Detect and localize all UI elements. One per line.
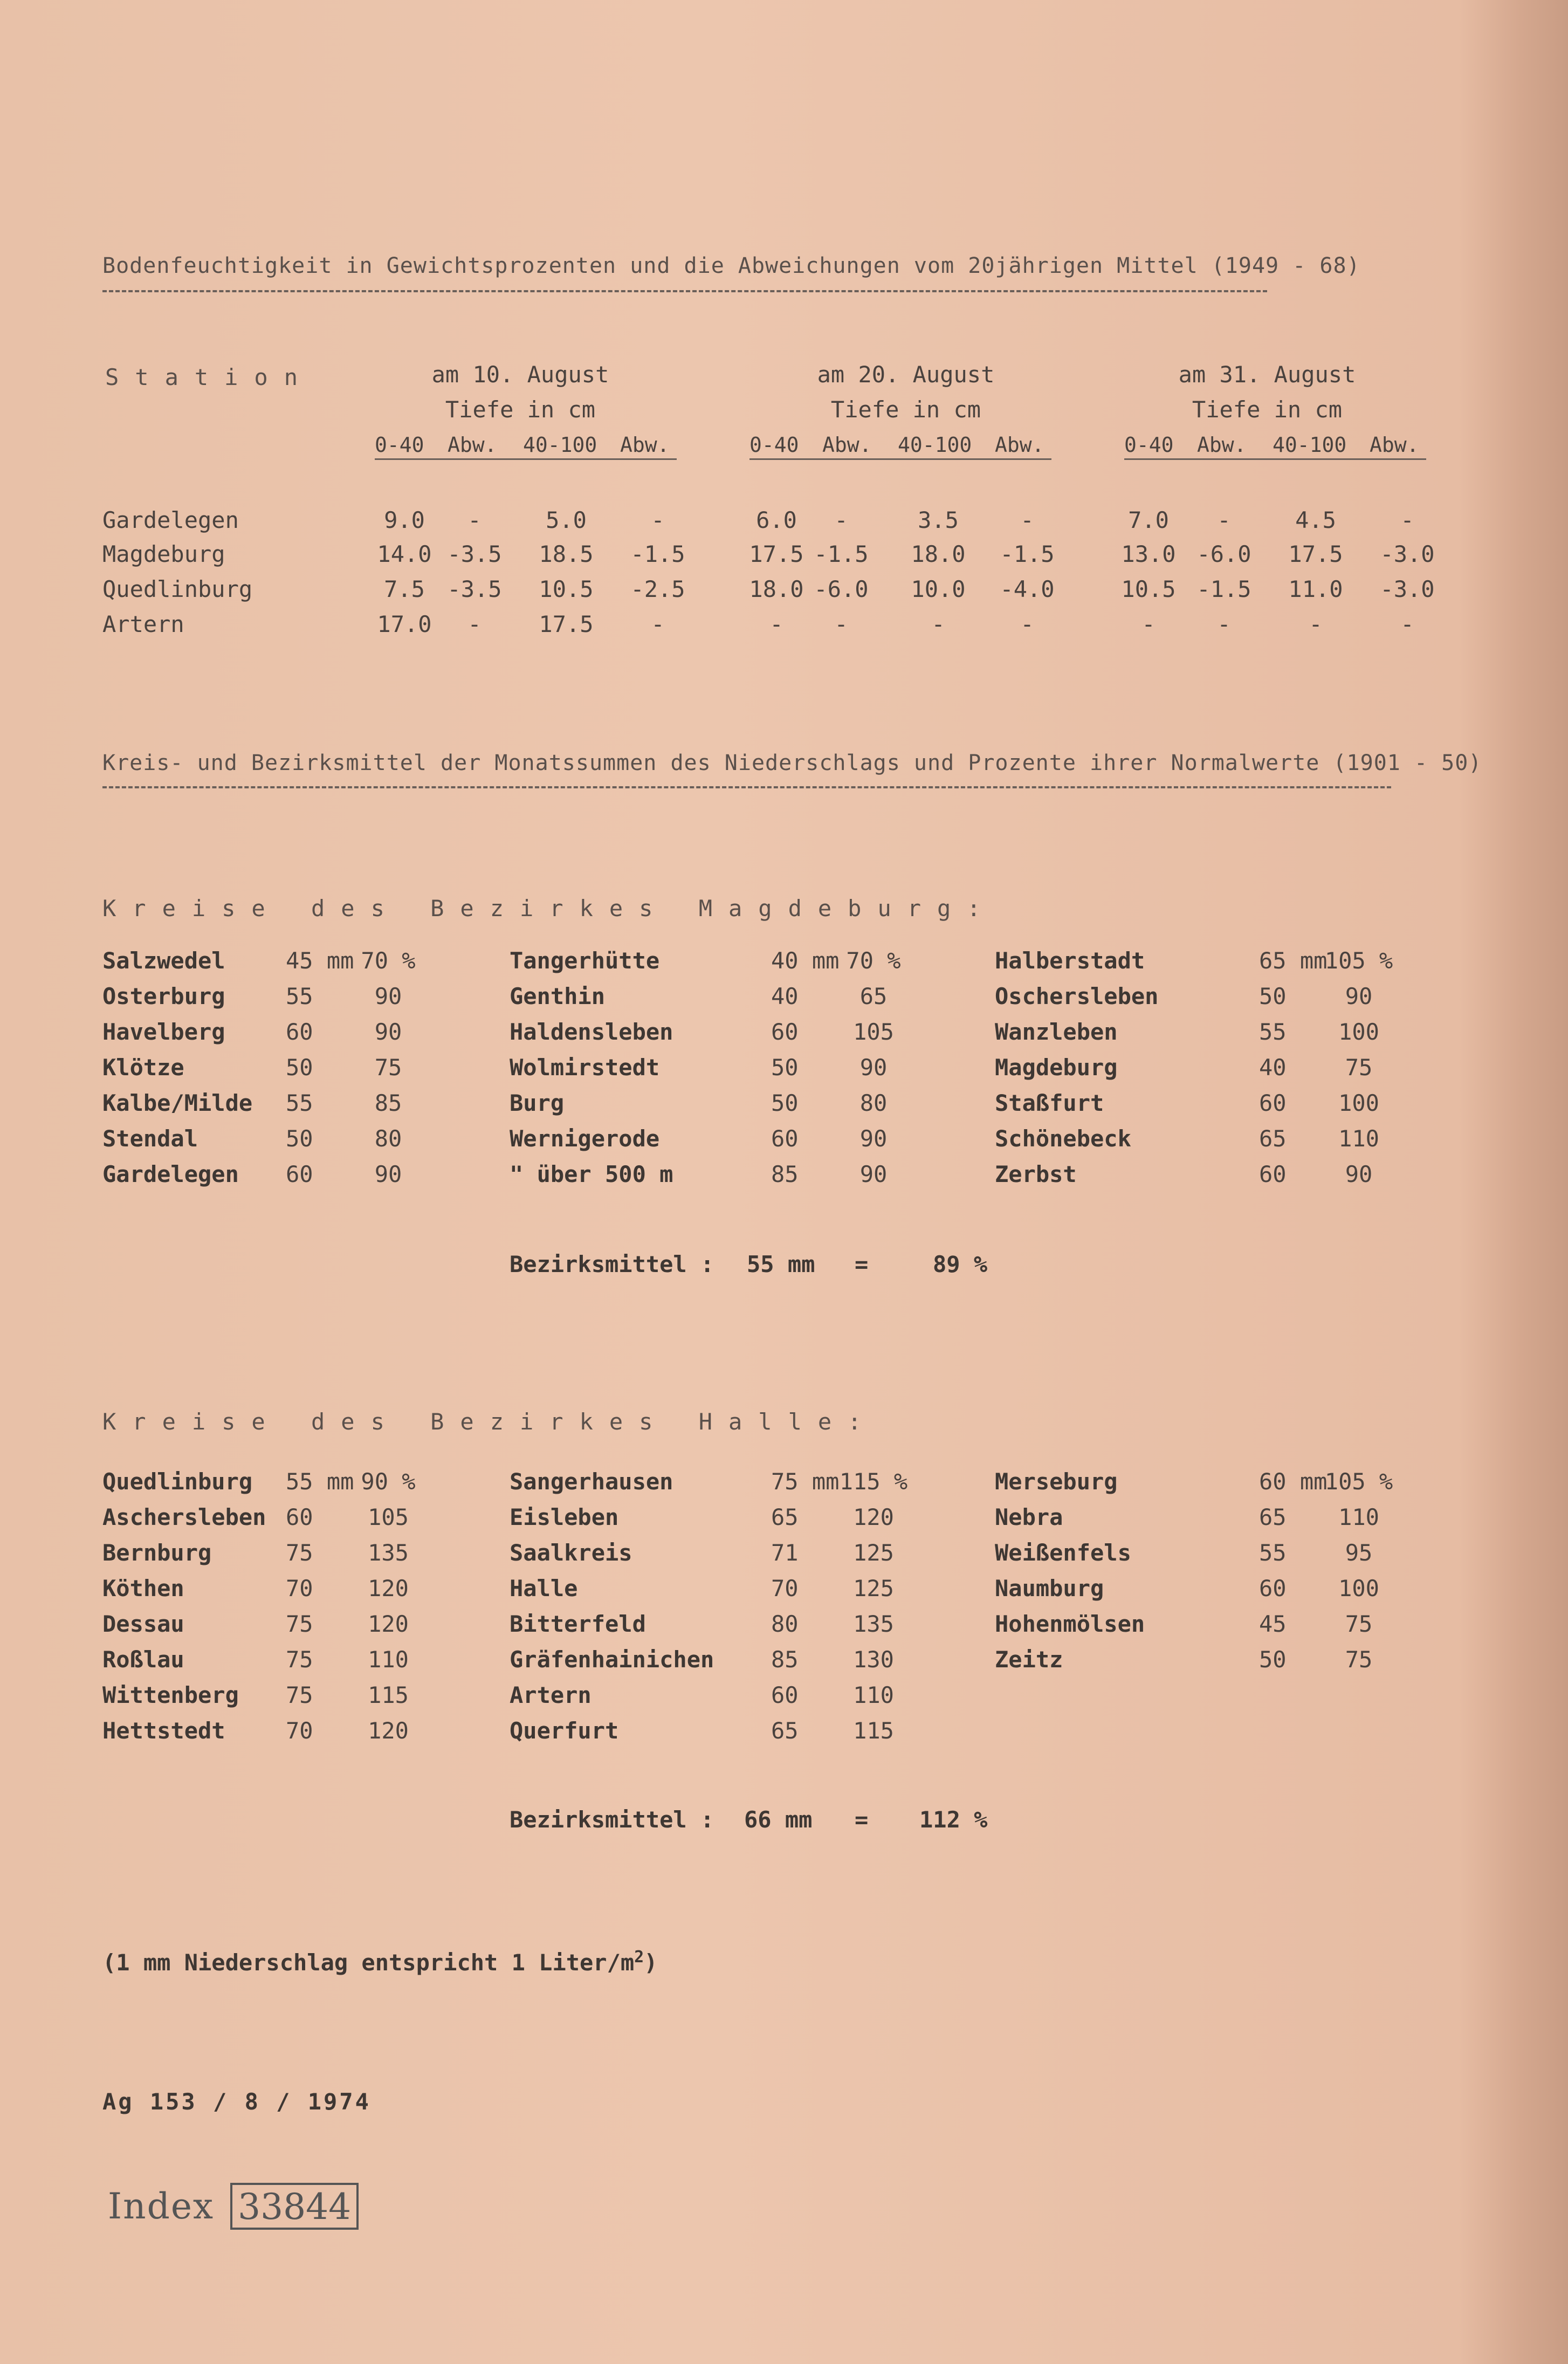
subcol-header: 0-40 bbox=[749, 433, 799, 457]
station-header: Station bbox=[105, 364, 314, 390]
soil-value: - bbox=[651, 507, 665, 533]
district-mm: 45 bbox=[1259, 1611, 1287, 1637]
subcol-header: Abw. bbox=[822, 433, 872, 457]
subcol-header: 0-40 bbox=[375, 433, 424, 457]
district-name: Burg bbox=[510, 1090, 565, 1116]
station-name: Magdeburg bbox=[102, 541, 225, 567]
footnote bbox=[102, 1948, 658, 1976]
soil-value: - bbox=[1020, 611, 1034, 637]
soil-value: -1.5 bbox=[1196, 576, 1251, 602]
soil-value: - bbox=[1217, 507, 1231, 533]
district-name: Weißenfels bbox=[995, 1540, 1131, 1566]
soil-value: 11.0 bbox=[1288, 576, 1343, 602]
district-mm: 55 bbox=[286, 1090, 313, 1116]
soil-value: 5.0 bbox=[546, 507, 587, 533]
district-pct: 105 % bbox=[1324, 1468, 1393, 1495]
district-mm: 65 bbox=[1259, 1125, 1287, 1152]
soil-value: - bbox=[1020, 507, 1034, 533]
footnote-superscript: 2 bbox=[634, 1948, 644, 1967]
soil-moisture-title: Bodenfeuchtigkeit in Gewichtsprozenten und die Abweichungen vom 20jährigen Mittel (1949 - 68) bbox=[102, 253, 1360, 278]
subheader-underline bbox=[749, 458, 1051, 460]
soil-value: 10.5 bbox=[539, 576, 594, 602]
halle-mean-equals: = bbox=[855, 1806, 869, 1833]
soil-value: -3.0 bbox=[1380, 541, 1435, 567]
district-pct: 90 bbox=[859, 1125, 888, 1152]
soil-value: - bbox=[467, 611, 482, 637]
district-pct: 120 bbox=[853, 1504, 894, 1530]
district-pct: 90 bbox=[859, 1161, 888, 1187]
soil-value: 9.0 bbox=[384, 507, 425, 533]
district-pct: 90 bbox=[1345, 983, 1373, 1009]
district-name: Aschersleben bbox=[102, 1504, 266, 1530]
soil-value: -2.5 bbox=[630, 576, 685, 602]
district-mm: 70 bbox=[286, 1575, 313, 1602]
district-name: Tangerhütte bbox=[510, 947, 660, 974]
district-name: Oschersleben bbox=[995, 983, 1159, 1009]
subcol-header: Abw. bbox=[1370, 433, 1419, 457]
subheader-underline bbox=[375, 458, 677, 460]
soil-value: 6.0 bbox=[756, 507, 797, 533]
district-mm: 50 bbox=[771, 1054, 799, 1081]
soil-value: 18.5 bbox=[539, 541, 594, 567]
soil-value: - bbox=[1400, 507, 1414, 533]
district-pct: 110 bbox=[853, 1682, 894, 1708]
soil-value: 17.5 bbox=[749, 541, 804, 567]
district-pct: 125 bbox=[853, 1540, 894, 1566]
subheader-underline bbox=[1124, 458, 1426, 460]
district-name: Magdeburg bbox=[995, 1054, 1118, 1081]
district-pct: 75 bbox=[1345, 1611, 1373, 1637]
district-pct: 100 bbox=[1338, 1019, 1379, 1045]
district-mm: 75 bbox=[286, 1682, 313, 1708]
soil-value: -3.5 bbox=[447, 576, 502, 602]
district-name: Haldensleben bbox=[510, 1019, 673, 1045]
district-mm: 50 bbox=[771, 1090, 799, 1116]
magdeburg-mean-label: Bezirksmittel : bbox=[510, 1251, 714, 1277]
district-pct: 65 bbox=[859, 983, 888, 1009]
soil-value: -1.5 bbox=[1000, 541, 1055, 567]
district-mm: 85 bbox=[771, 1161, 799, 1187]
district-mm: 60 bbox=[286, 1504, 313, 1530]
index-stamp bbox=[108, 2183, 359, 2230]
district-mm: 75 bbox=[286, 1611, 313, 1637]
district-pct: 75 bbox=[1345, 1646, 1373, 1673]
subcol-header: 0-40 bbox=[1124, 433, 1174, 457]
district-name: Sangerhausen bbox=[510, 1468, 673, 1495]
district-mm: 60 bbox=[771, 1125, 799, 1152]
depth-header-2: Tiefe in cm bbox=[830, 396, 981, 423]
district-pct: 120 bbox=[368, 1575, 409, 1602]
district-pct: 120 bbox=[368, 1611, 409, 1637]
precipitation-title-underline bbox=[102, 786, 1391, 788]
precipitation-title: Kreis- und Bezirksmittel der Monatssummen des Niederschlags und Prozente ihrer Normalwerte (1901 - 50) bbox=[102, 751, 1482, 775]
district-name: Nebra bbox=[995, 1504, 1063, 1530]
district-pct: 105 bbox=[368, 1504, 409, 1530]
district-mm: 60 mm bbox=[1259, 1468, 1328, 1495]
district-name: Saalkreis bbox=[510, 1540, 632, 1566]
district-mm: 80 bbox=[771, 1611, 799, 1637]
district-pct: 115 bbox=[853, 1717, 894, 1744]
halle-mean-label: Bezirksmittel : bbox=[510, 1806, 714, 1833]
district-name: Bernburg bbox=[102, 1540, 212, 1566]
depth-header-3: Tiefe in cm bbox=[1192, 396, 1343, 423]
district-mm: 40 bbox=[771, 983, 799, 1009]
district-name: Schönebeck bbox=[995, 1125, 1131, 1152]
district-mm: 75 bbox=[286, 1646, 313, 1673]
district-pct: 80 bbox=[859, 1090, 888, 1116]
station-name: Artern bbox=[102, 611, 184, 637]
subcol-header: 40-100 bbox=[1273, 433, 1347, 457]
district-pct: 75 bbox=[374, 1054, 402, 1081]
soil-value: 14.0 bbox=[377, 541, 432, 567]
district-mm: 50 bbox=[286, 1054, 313, 1081]
date-header-1: am 10. August bbox=[431, 361, 609, 388]
district-name: Osterburg bbox=[102, 983, 225, 1009]
district-name: Zerbst bbox=[995, 1161, 1077, 1187]
magdeburg-mean-equals: = bbox=[855, 1251, 869, 1277]
district-pct: 95 bbox=[1345, 1540, 1373, 1566]
district-mm: 50 bbox=[1259, 983, 1287, 1009]
subcol-header: 40-100 bbox=[898, 433, 972, 457]
magdeburg-mean-mm: 55 mm bbox=[747, 1251, 815, 1277]
district-mm: 60 bbox=[286, 1161, 313, 1187]
date-header-2: am 20. August bbox=[817, 361, 995, 388]
district-pct: 115 % bbox=[839, 1468, 908, 1495]
soil-value: 10.5 bbox=[1121, 576, 1176, 602]
district-pct: 70 % bbox=[361, 947, 416, 974]
district-pct: 90 bbox=[1345, 1161, 1373, 1187]
district-pct: 125 bbox=[853, 1575, 894, 1602]
district-name: Hohenmölsen bbox=[995, 1611, 1145, 1637]
district-mm: 60 bbox=[286, 1019, 313, 1045]
district-name: Staßfurt bbox=[995, 1090, 1104, 1116]
archive-reference: Ag 153 / 8 / 1974 bbox=[102, 2088, 371, 2115]
district-name: Merseburg bbox=[995, 1468, 1118, 1495]
magdeburg-heading: Kreise des Bezirkes Magdeburg: bbox=[102, 895, 997, 922]
district-pct: 120 bbox=[368, 1717, 409, 1744]
depth-header-1: Tiefe in cm bbox=[445, 396, 596, 423]
district-mm: 65 bbox=[771, 1717, 799, 1744]
district-mm: 60 bbox=[771, 1682, 799, 1708]
subcol-header: Abw. bbox=[620, 433, 670, 457]
district-pct: 110 bbox=[368, 1646, 409, 1673]
soil-value: - bbox=[834, 507, 848, 533]
district-mm: 55 mm bbox=[286, 1468, 354, 1495]
soil-value: -3.0 bbox=[1380, 576, 1435, 602]
district-name: Köthen bbox=[102, 1575, 184, 1602]
district-name: Wernigerode bbox=[510, 1125, 660, 1152]
district-pct: 90 bbox=[859, 1054, 888, 1081]
district-mm: 65 mm bbox=[1259, 947, 1328, 974]
district-mm: 65 bbox=[1259, 1504, 1287, 1530]
soil-value: - bbox=[1309, 611, 1323, 637]
district-name: Naumburg bbox=[995, 1575, 1104, 1602]
station-name: Gardelegen bbox=[102, 507, 239, 533]
district-name: Genthin bbox=[510, 983, 606, 1009]
district-mm: 55 bbox=[1259, 1540, 1287, 1566]
district-name: Hettstedt bbox=[102, 1717, 225, 1744]
district-pct: 80 bbox=[374, 1125, 402, 1152]
soil-value: - bbox=[651, 611, 665, 637]
district-mm: 45 mm bbox=[286, 947, 354, 974]
district-pct: 90 % bbox=[361, 1468, 416, 1495]
district-mm: 50 bbox=[1259, 1646, 1287, 1673]
soil-value: -1.5 bbox=[630, 541, 685, 567]
index-number: 33844 bbox=[230, 2183, 359, 2230]
district-pct: 105 % bbox=[1324, 947, 1393, 974]
district-pct: 100 bbox=[1338, 1575, 1379, 1602]
district-name: Halberstadt bbox=[995, 947, 1145, 974]
soil-value: - bbox=[769, 611, 783, 637]
subcol-header: Abw. bbox=[995, 433, 1044, 457]
district-pct: 75 bbox=[1345, 1054, 1373, 1081]
district-name: Gräfenhainichen bbox=[510, 1646, 714, 1673]
district-pct: 70 % bbox=[846, 947, 901, 974]
soil-value: -6.0 bbox=[1196, 541, 1251, 567]
district-name: Gardelegen bbox=[102, 1161, 239, 1187]
magdeburg-mean-pct: 89 % bbox=[933, 1251, 988, 1277]
district-mm: 60 bbox=[771, 1019, 799, 1045]
soil-value: 13.0 bbox=[1121, 541, 1176, 567]
title-underline bbox=[102, 290, 1267, 292]
soil-value: - bbox=[1217, 611, 1231, 637]
index-label: Index bbox=[108, 2186, 215, 2227]
district-name: Quedlinburg bbox=[102, 1468, 253, 1495]
soil-value: - bbox=[1400, 611, 1414, 637]
district-name: Wittenberg bbox=[102, 1682, 239, 1708]
district-mm: 85 bbox=[771, 1646, 799, 1673]
district-mm: 75 bbox=[286, 1540, 313, 1566]
soil-value: -6.0 bbox=[814, 576, 869, 602]
soil-value: 4.5 bbox=[1295, 507, 1336, 533]
district-name: Havelberg bbox=[102, 1019, 225, 1045]
district-mm: 55 bbox=[1259, 1019, 1287, 1045]
district-name: Dessau bbox=[102, 1611, 184, 1637]
district-name: Roßlau bbox=[102, 1646, 184, 1673]
district-mm: 40 mm bbox=[771, 947, 840, 974]
district-mm: 71 bbox=[771, 1540, 799, 1566]
halle-mean-pct: 112 % bbox=[919, 1806, 988, 1833]
halle-mean-mm: 66 mm bbox=[744, 1806, 813, 1833]
district-pct: 85 bbox=[374, 1090, 402, 1116]
station-name: Quedlinburg bbox=[102, 576, 253, 602]
district-name: Eisleben bbox=[510, 1504, 619, 1530]
soil-value: 10.0 bbox=[911, 576, 966, 602]
district-pct: 110 bbox=[1338, 1504, 1379, 1530]
district-pct: 100 bbox=[1338, 1090, 1379, 1116]
district-mm: 50 bbox=[286, 1125, 313, 1152]
district-pct: 90 bbox=[374, 1161, 402, 1187]
district-pct: 110 bbox=[1338, 1125, 1379, 1152]
subcol-header: Abw. bbox=[1197, 433, 1247, 457]
subcol-header: 40-100 bbox=[523, 433, 597, 457]
soil-value: 17.0 bbox=[377, 611, 432, 637]
district-pct: 135 bbox=[368, 1540, 409, 1566]
district-pct: 90 bbox=[374, 983, 402, 1009]
soil-value: -4.0 bbox=[1000, 576, 1055, 602]
district-name: Salzwedel bbox=[102, 947, 225, 974]
district-mm: 70 bbox=[771, 1575, 799, 1602]
district-name: Halle bbox=[510, 1575, 578, 1602]
soil-value: 17.5 bbox=[1288, 541, 1343, 567]
soil-value: - bbox=[931, 611, 945, 637]
soil-value: 18.0 bbox=[749, 576, 804, 602]
district-mm: 55 bbox=[286, 983, 313, 1009]
district-name: Zeitz bbox=[995, 1646, 1063, 1673]
soil-value: - bbox=[834, 611, 848, 637]
halle-heading: Kreise des Bezirkes Halle: bbox=[102, 1408, 878, 1435]
district-pct: 130 bbox=[853, 1646, 894, 1673]
district-pct: 135 bbox=[853, 1611, 894, 1637]
district-mm: 70 bbox=[286, 1717, 313, 1744]
soil-value: 7.5 bbox=[384, 576, 425, 602]
district-name: Artern bbox=[510, 1682, 592, 1708]
soil-value: -1.5 bbox=[814, 541, 869, 567]
district-name: Bitterfeld bbox=[510, 1611, 646, 1637]
soil-value: - bbox=[1141, 611, 1156, 637]
district-name: Querfurt bbox=[510, 1717, 619, 1744]
district-mm: 60 bbox=[1259, 1161, 1287, 1187]
district-mm: 65 bbox=[771, 1504, 799, 1530]
footnote-text: (1 mm Niederschlag entspricht 1 Liter/m bbox=[102, 1949, 635, 1976]
district-name: " über 500 m bbox=[510, 1161, 673, 1187]
district-name: Klötze bbox=[102, 1054, 184, 1081]
soil-value: 18.0 bbox=[911, 541, 966, 567]
district-pct: 90 bbox=[374, 1019, 402, 1045]
district-mm: 75 mm bbox=[771, 1468, 840, 1495]
district-name: Wolmirstedt bbox=[510, 1054, 660, 1081]
soil-value: 3.5 bbox=[918, 507, 959, 533]
district-name: Wanzleben bbox=[995, 1019, 1118, 1045]
subcol-header: Abw. bbox=[448, 433, 497, 457]
district-name: Stendal bbox=[102, 1125, 198, 1152]
soil-value: 7.0 bbox=[1128, 507, 1169, 533]
soil-value: - bbox=[467, 507, 482, 533]
district-mm: 60 bbox=[1259, 1575, 1287, 1602]
district-pct: 105 bbox=[853, 1019, 894, 1045]
district-name: Kalbe/Milde bbox=[102, 1090, 253, 1116]
date-header-3: am 31. August bbox=[1178, 361, 1356, 388]
footnote-close: ) bbox=[644, 1949, 658, 1976]
district-pct: 115 bbox=[368, 1682, 409, 1708]
soil-value: 17.5 bbox=[539, 611, 594, 637]
soil-value: -3.5 bbox=[447, 541, 502, 567]
district-mm: 60 bbox=[1259, 1090, 1287, 1116]
district-mm: 40 bbox=[1259, 1054, 1287, 1081]
